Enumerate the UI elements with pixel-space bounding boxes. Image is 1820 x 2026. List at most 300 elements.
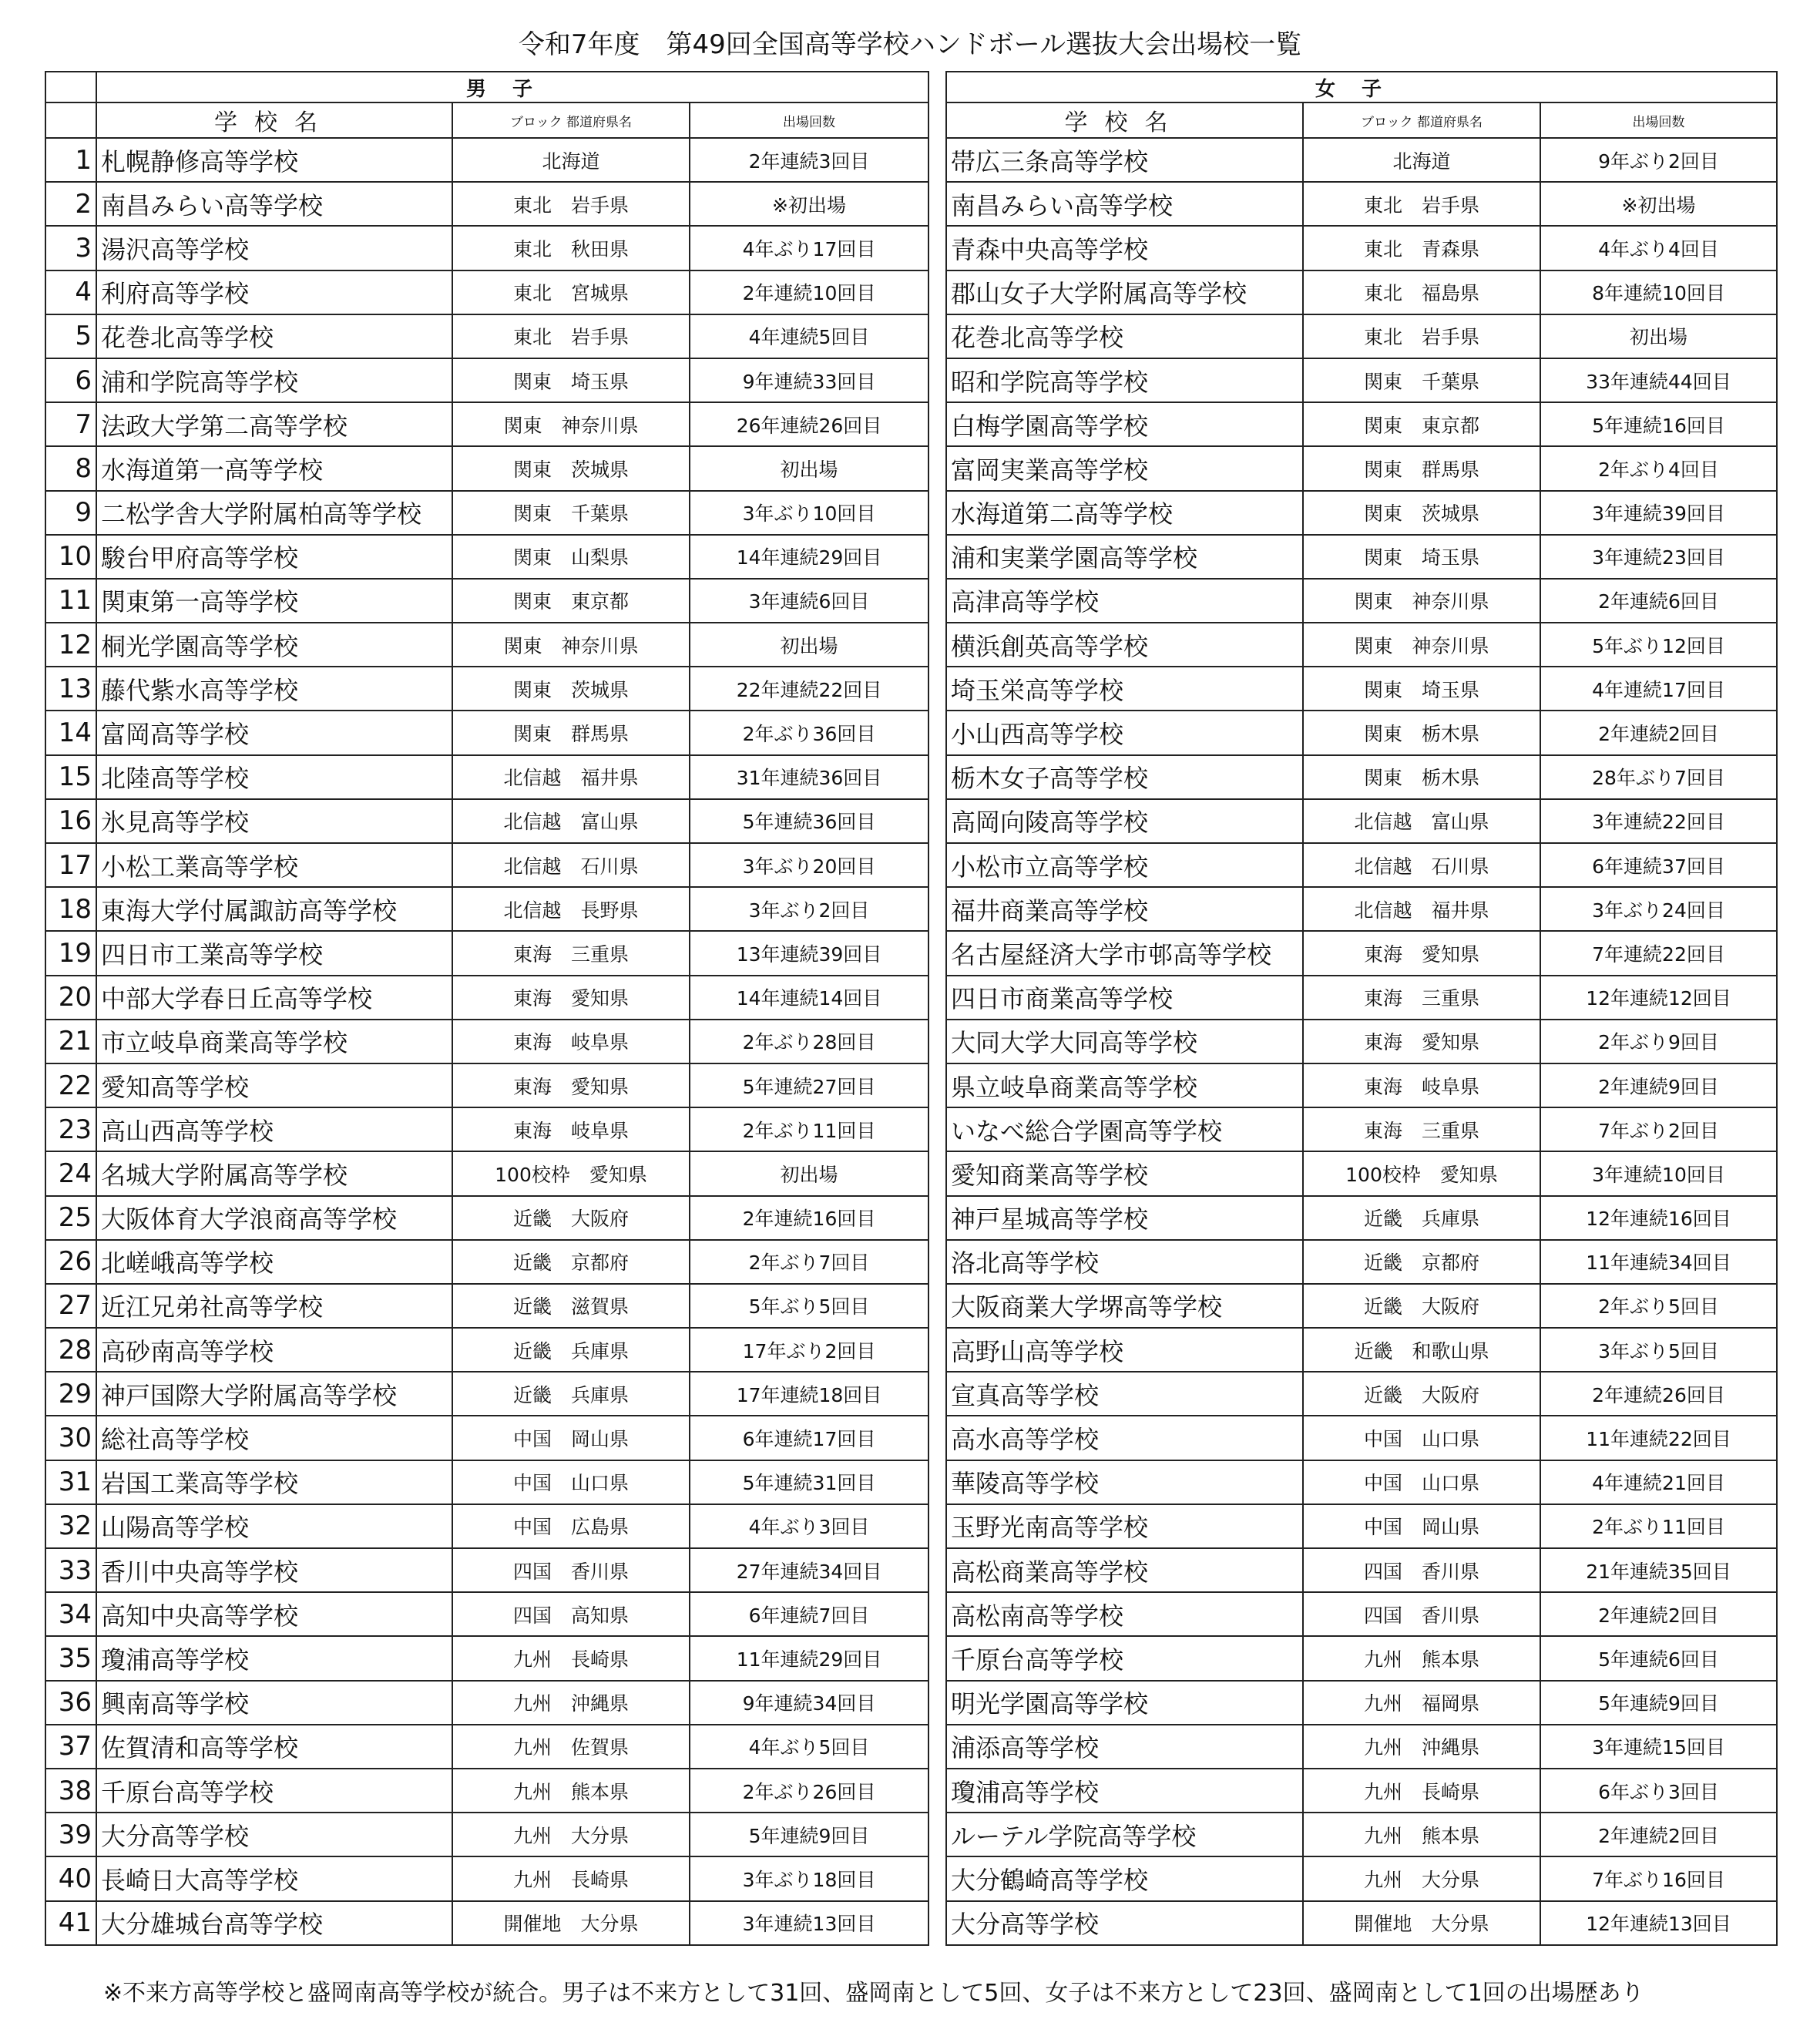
- table-row: [45, 1856, 928, 1900]
- table-row: [946, 358, 1777, 402]
- appearance-count: 2年ぶり5回目: [1540, 1284, 1777, 1328]
- appearance-count: 6年連続17回目: [690, 1416, 928, 1460]
- table-row: [45, 182, 928, 226]
- region-prefecture: 開催地 大分県: [1303, 1901, 1540, 1945]
- appearance-count: 11年連続29回目: [690, 1636, 928, 1680]
- region-prefecture: 中国 山口県: [1303, 1416, 1540, 1460]
- row-number: 39: [45, 1813, 96, 1856]
- school-name: 利府高等学校: [96, 270, 452, 314]
- school-name: 市立岐阜商業高等学校: [96, 1020, 452, 1063]
- region-prefecture: 近畿 兵庫県: [1303, 1196, 1540, 1240]
- table-row: [45, 1636, 928, 1680]
- appearance-count: 3年連続13回目: [690, 1901, 928, 1945]
- table-row: [45, 1504, 928, 1548]
- appearance-count: 28年ぶり7回目: [1540, 755, 1777, 799]
- region-prefecture: 関東 栃木県: [1303, 711, 1540, 754]
- appearance-count: 21年連続35回目: [1540, 1548, 1777, 1592]
- row-number: 30: [45, 1416, 96, 1460]
- school-name: 高岡向陵高等学校: [946, 799, 1303, 843]
- table-row: [946, 667, 1777, 711]
- appearance-count: 3年ぶり2回目: [690, 887, 928, 931]
- region-prefecture: 近畿 大阪府: [1303, 1372, 1540, 1416]
- region-prefecture: 近畿 滋賀県: [452, 1284, 690, 1328]
- boys-appearances-header: 出場回数: [690, 102, 928, 138]
- school-name: 二松学舎大学附属柏高等学校: [96, 491, 452, 535]
- region-prefecture: 北信越 石川県: [1303, 843, 1540, 887]
- table-row: [946, 1901, 1777, 1945]
- school-name: 興南高等学校: [96, 1681, 452, 1725]
- appearance-count: 17年連続18回目: [690, 1372, 928, 1416]
- row-number: 41: [45, 1901, 96, 1945]
- region-prefecture: 中国 岡山県: [1303, 1504, 1540, 1548]
- region-prefecture: 関東 千葉県: [1303, 358, 1540, 402]
- school-name: 大分高等学校: [946, 1901, 1303, 1945]
- school-name: 明光学園高等学校: [946, 1681, 1303, 1725]
- boys-school-name-header: 学校名: [96, 102, 452, 138]
- region-prefecture: 東海 三重県: [1303, 1107, 1540, 1151]
- region-prefecture: 九州 福岡県: [1303, 1681, 1540, 1725]
- table-row: [45, 1151, 928, 1195]
- table-row: [45, 1681, 928, 1725]
- school-name: 大分鶴崎高等学校: [946, 1856, 1303, 1900]
- region-prefecture: 開催地 大分県: [452, 1901, 690, 1945]
- appearance-count: 13年連続39回目: [690, 931, 928, 975]
- table-row: [946, 755, 1777, 799]
- appearance-count: 27年連続34回目: [690, 1548, 928, 1592]
- table-row: [45, 1284, 928, 1328]
- appearance-count: 初出場: [1540, 314, 1777, 358]
- appearance-count: 6年連続7回目: [690, 1592, 928, 1636]
- appearance-count: 2年ぶり11回目: [1540, 1504, 1777, 1548]
- appearance-count: 14年連続29回目: [690, 535, 928, 579]
- school-name: 花巻北高等学校: [946, 314, 1303, 358]
- school-name: いなべ総合学園高等学校: [946, 1107, 1303, 1151]
- region-prefecture: 四国 香川県: [1303, 1548, 1540, 1592]
- table-row: [946, 931, 1777, 975]
- table-row: [45, 138, 928, 182]
- region-prefecture: 九州 大分県: [1303, 1856, 1540, 1900]
- appearance-count: 5年ぶり12回目: [1540, 623, 1777, 667]
- school-name: 高野山高等学校: [946, 1328, 1303, 1372]
- table-row: [946, 843, 1777, 887]
- region-prefecture: 東北 青森県: [1303, 226, 1540, 270]
- school-name: 栃木女子高等学校: [946, 755, 1303, 799]
- appearance-count: 2年連続9回目: [1540, 1063, 1777, 1107]
- school-name: 青森中央高等学校: [946, 226, 1303, 270]
- row-number: 36: [45, 1681, 96, 1725]
- region-prefecture: 北海道: [452, 138, 690, 182]
- girls-appearances-header: 出場回数: [1540, 102, 1777, 138]
- region-prefecture: 東海 愛知県: [452, 976, 690, 1020]
- school-name: 瓊浦高等学校: [96, 1636, 452, 1680]
- region-prefecture: 近畿 京都府: [1303, 1240, 1540, 1284]
- region-prefecture: 近畿 兵庫県: [452, 1372, 690, 1416]
- appearance-count: 12年連続13回目: [1540, 1901, 1777, 1945]
- region-prefecture: 九州 佐賀県: [452, 1725, 690, 1769]
- row-number: 28: [45, 1328, 96, 1372]
- appearance-count: 12年連続16回目: [1540, 1196, 1777, 1240]
- region-prefecture: 四国 香川県: [1303, 1592, 1540, 1636]
- school-name: 瓊浦高等学校: [946, 1769, 1303, 1813]
- school-name: 藤代紫水高等学校: [96, 667, 452, 711]
- table-row: [45, 1107, 928, 1151]
- table-row: [946, 1769, 1777, 1813]
- table-row: [45, 358, 928, 402]
- row-number: 22: [45, 1063, 96, 1107]
- table-row: [45, 579, 928, 623]
- appearance-count: 22年連続22回目: [690, 667, 928, 711]
- region-prefecture: 中国 山口県: [452, 1460, 690, 1504]
- appearance-count: 2年ぶり28回目: [690, 1020, 928, 1063]
- school-name: 小山西高等学校: [946, 711, 1303, 754]
- table-row: [946, 623, 1777, 667]
- school-name: 水海道第二高等学校: [946, 491, 1303, 535]
- region-prefecture: 近畿 大阪府: [1303, 1284, 1540, 1328]
- region-prefecture: 近畿 和歌山県: [1303, 1328, 1540, 1372]
- appearance-count: 7年連続22回目: [1540, 931, 1777, 975]
- appearance-count: 3年連続6回目: [690, 579, 928, 623]
- appearance-count: 11年連続34回目: [1540, 1240, 1777, 1284]
- region-prefecture: 九州 熊本県: [1303, 1636, 1540, 1680]
- girls-school-name-header: 学校名: [946, 102, 1303, 138]
- school-name: 氷見高等学校: [96, 799, 452, 843]
- school-name: 大同大学大同高等学校: [946, 1020, 1303, 1063]
- region-prefecture: 東海 愛知県: [1303, 1020, 1540, 1063]
- boys-table: [45, 71, 929, 1946]
- school-name: 高山西高等学校: [96, 1107, 452, 1151]
- region-prefecture: 東北 秋田県: [452, 226, 690, 270]
- school-name: 高松商業高等学校: [946, 1548, 1303, 1592]
- school-name: 神戸星城高等学校: [946, 1196, 1303, 1240]
- school-name: 大阪商業大学堺高等学校: [946, 1284, 1303, 1328]
- table-row: [946, 1240, 1777, 1284]
- region-prefecture: 関東 群馬県: [1303, 446, 1540, 490]
- table-row: [946, 579, 1777, 623]
- appearance-count: ※初出場: [1540, 182, 1777, 226]
- region-prefecture: 東海 三重県: [452, 931, 690, 975]
- appearance-count: 2年連続3回目: [690, 138, 928, 182]
- region-prefecture: 東北 岩手県: [452, 314, 690, 358]
- school-name: 札幌静修高等学校: [96, 138, 452, 182]
- school-name: 関東第一高等学校: [96, 579, 452, 623]
- region-prefecture: 関東 群馬県: [452, 711, 690, 754]
- school-name: 愛知高等学校: [96, 1063, 452, 1107]
- school-name: 愛知商業高等学校: [946, 1151, 1303, 1195]
- school-name: 小松工業高等学校: [96, 843, 452, 887]
- region-prefecture: 中国 山口県: [1303, 1460, 1540, 1504]
- table-row: [946, 1504, 1777, 1548]
- appearance-count: 12年連続12回目: [1540, 976, 1777, 1020]
- row-number: 21: [45, 1020, 96, 1063]
- appearance-count: 5年連続9回目: [1540, 1681, 1777, 1725]
- school-name: 東海大学付属諏訪高等学校: [96, 887, 452, 931]
- row-number: 38: [45, 1769, 96, 1813]
- table-row: [946, 1416, 1777, 1460]
- region-prefecture: 九州 大分県: [452, 1813, 690, 1856]
- table-row: [45, 755, 928, 799]
- region-prefecture: 東北 岩手県: [452, 182, 690, 226]
- school-name: 北嵯峨高等学校: [96, 1240, 452, 1284]
- row-number: 18: [45, 887, 96, 931]
- table-row: [45, 1020, 928, 1063]
- table-row: [45, 491, 928, 535]
- region-prefecture: 関東 神奈川県: [452, 402, 690, 446]
- appearance-count: 2年ぶり7回目: [690, 1240, 928, 1284]
- row-number: 5: [45, 314, 96, 358]
- row-number: 2: [45, 182, 96, 226]
- region-prefecture: 九州 熊本県: [452, 1769, 690, 1813]
- school-name: 大阪体育大学浪商高等学校: [96, 1196, 452, 1240]
- school-name: 高砂南高等学校: [96, 1328, 452, 1372]
- table-row: [45, 1063, 928, 1107]
- region-prefecture: 北信越 福井県: [452, 755, 690, 799]
- table-row: [45, 1813, 928, 1856]
- table-row: [946, 1725, 1777, 1769]
- school-name: 埼玉栄高等学校: [946, 667, 1303, 711]
- appearance-count: 3年連続22回目: [1540, 799, 1777, 843]
- school-name: 高松南高等学校: [946, 1592, 1303, 1636]
- table-row: [946, 1681, 1777, 1725]
- table-row: [45, 402, 928, 446]
- appearance-count: 2年連続26回目: [1540, 1372, 1777, 1416]
- appearance-count: 3年ぶり18回目: [690, 1856, 928, 1900]
- region-prefecture: 東北 岩手県: [1303, 182, 1540, 226]
- table-row: [946, 1856, 1777, 1900]
- table-row: [946, 1636, 1777, 1680]
- region-prefecture: 北信越 富山県: [1303, 799, 1540, 843]
- table-row: [946, 799, 1777, 843]
- table-row: [45, 1416, 928, 1460]
- table-row: [946, 1063, 1777, 1107]
- school-name: 長崎日大高等学校: [96, 1856, 452, 1900]
- school-name: 福井商業高等学校: [946, 887, 1303, 931]
- table-row: [946, 1460, 1777, 1504]
- table-row: [946, 1107, 1777, 1151]
- appearance-count: 2年連続16回目: [690, 1196, 928, 1240]
- table-row: [45, 314, 928, 358]
- row-number: 23: [45, 1107, 96, 1151]
- table-row: [946, 1813, 1777, 1856]
- school-name: 小松市立高等学校: [946, 843, 1303, 887]
- region-prefecture: 関東 山梨県: [452, 535, 690, 579]
- table-row: [946, 446, 1777, 490]
- row-number: 11: [45, 579, 96, 623]
- table-row: [45, 1769, 928, 1813]
- school-name: 白梅学園高等学校: [946, 402, 1303, 446]
- appearance-count: 5年連続27回目: [690, 1063, 928, 1107]
- appearance-count: 初出場: [690, 623, 928, 667]
- row-number: 4: [45, 270, 96, 314]
- region-prefecture: 関東 千葉県: [452, 491, 690, 535]
- appearance-count: 3年ぶり20回目: [690, 843, 928, 887]
- school-name: 山陽高等学校: [96, 1504, 452, 1548]
- school-name: 高水高等学校: [946, 1416, 1303, 1460]
- row-number: 34: [45, 1592, 96, 1636]
- row-number: 1: [45, 138, 96, 182]
- school-name: 南昌みらい高等学校: [946, 182, 1303, 226]
- appearance-count: 11年連続22回目: [1540, 1416, 1777, 1460]
- school-name: 花巻北高等学校: [96, 314, 452, 358]
- appearance-count: 2年連続2回目: [1540, 711, 1777, 754]
- region-prefecture: 近畿 大阪府: [452, 1196, 690, 1240]
- row-number: 17: [45, 843, 96, 887]
- region-prefecture: 100校枠 愛知県: [1303, 1151, 1540, 1195]
- region-prefecture: 関東 茨城県: [1303, 491, 1540, 535]
- appearance-count: 4年ぶり17回目: [690, 226, 928, 270]
- row-number: 24: [45, 1151, 96, 1195]
- school-name: 富岡高等学校: [96, 711, 452, 754]
- region-prefecture: 関東 茨城県: [452, 667, 690, 711]
- appearance-count: 3年ぶり10回目: [690, 491, 928, 535]
- region-prefecture: 東海 愛知県: [452, 1063, 690, 1107]
- school-name: 近江兄弟社高等学校: [96, 1284, 452, 1328]
- table-row: [946, 402, 1777, 446]
- appearance-count: 31年連続36回目: [690, 755, 928, 799]
- school-name: 四日市商業高等学校: [946, 976, 1303, 1020]
- table-row: [45, 799, 928, 843]
- table-row: [45, 843, 928, 887]
- school-name: 玉野光南高等学校: [946, 1504, 1303, 1548]
- row-number: 19: [45, 931, 96, 975]
- table-row: [946, 1592, 1777, 1636]
- table-row: [45, 1901, 928, 1945]
- appearance-count: 26年連続26回目: [690, 402, 928, 446]
- school-name: 大分雄城台高等学校: [96, 1901, 452, 1945]
- table-row: [946, 226, 1777, 270]
- table-row: [45, 1548, 928, 1592]
- region-prefecture: 九州 長崎県: [1303, 1769, 1540, 1813]
- appearance-count: 4年ぶり3回目: [690, 1504, 928, 1548]
- region-prefecture: 東海 愛知県: [1303, 931, 1540, 975]
- school-name: 大分高等学校: [96, 1813, 452, 1856]
- school-name: 中部大学春日丘高等学校: [96, 976, 452, 1020]
- appearance-count: ※初出場: [690, 182, 928, 226]
- region-prefecture: 九州 沖縄県: [1303, 1725, 1540, 1769]
- appearance-count: 5年ぶり5回目: [690, 1284, 928, 1328]
- table-row: [45, 1372, 928, 1416]
- row-number: 10: [45, 535, 96, 579]
- region-prefecture: 九州 長崎県: [452, 1856, 690, 1900]
- row-number: 29: [45, 1372, 96, 1416]
- region-prefecture: 関東 東京都: [1303, 402, 1540, 446]
- school-name: 神戸国際大学附属高等学校: [96, 1372, 452, 1416]
- region-prefecture: 関東 栃木県: [1303, 755, 1540, 799]
- table-row: [45, 931, 928, 975]
- appearance-count: 2年ぶり4回目: [1540, 446, 1777, 490]
- school-name: 帯広三条高等学校: [946, 138, 1303, 182]
- appearance-count: 2年連続2回目: [1540, 1813, 1777, 1856]
- table-row: [946, 1151, 1777, 1195]
- boys-number-header-blank: [45, 72, 96, 102]
- school-name: 浦添高等学校: [946, 1725, 1303, 1769]
- region-prefecture: 東海 三重県: [1303, 976, 1540, 1020]
- region-prefecture: 九州 熊本県: [1303, 1813, 1540, 1856]
- row-number: 27: [45, 1284, 96, 1328]
- school-name: 南昌みらい高等学校: [96, 182, 452, 226]
- appearance-count: 3年連続10回目: [1540, 1151, 1777, 1195]
- footnote: ※不来方高等学校と盛岡南高等学校が統合。男子は不来方として31回、盛岡南として5回、女子は不来方として23回、盛岡南として1回の出場歴あり: [103, 1980, 1644, 2007]
- table-row: [45, 1725, 928, 1769]
- region-prefecture: 北信越 石川県: [452, 843, 690, 887]
- region-prefecture: 関東 神奈川県: [1303, 579, 1540, 623]
- appearance-count: 4年連続17回目: [1540, 667, 1777, 711]
- girls-table: [945, 71, 1778, 1946]
- appearance-count: 2年ぶり36回目: [690, 711, 928, 754]
- table-row: [946, 182, 1777, 226]
- school-name: ルーテル学院高等学校: [946, 1813, 1303, 1856]
- school-name: 総社高等学校: [96, 1416, 452, 1460]
- appearance-count: 9年連続33回目: [690, 358, 928, 402]
- table-row: [45, 1196, 928, 1240]
- region-prefecture: 関東 茨城県: [452, 446, 690, 490]
- table-row: [946, 270, 1777, 314]
- table-row: [45, 623, 928, 667]
- appearance-count: 5年連続36回目: [690, 799, 928, 843]
- school-name: 郡山女子大学附属高等学校: [946, 270, 1303, 314]
- region-prefecture: 四国 高知県: [452, 1592, 690, 1636]
- table-row: [45, 1240, 928, 1284]
- table-row: [946, 1548, 1777, 1592]
- row-number: 35: [45, 1636, 96, 1680]
- region-prefecture: 中国 岡山県: [452, 1416, 690, 1460]
- row-number: 9: [45, 491, 96, 535]
- appearance-count: 4年連続5回目: [690, 314, 928, 358]
- region-prefecture: 東北 岩手県: [1303, 314, 1540, 358]
- school-name: 華陵高等学校: [946, 1460, 1303, 1504]
- appearance-count: 5年連続31回目: [690, 1460, 928, 1504]
- table-row: [45, 976, 928, 1020]
- table-row: [45, 270, 928, 314]
- table-row: [45, 226, 928, 270]
- region-prefecture: 四国 香川県: [452, 1548, 690, 1592]
- row-number: 31: [45, 1460, 96, 1504]
- region-prefecture: 北信越 福井県: [1303, 887, 1540, 931]
- region-prefecture: 九州 沖縄県: [452, 1681, 690, 1725]
- appearance-count: 14年連続14回目: [690, 976, 928, 1020]
- table-row: [946, 1284, 1777, 1328]
- table-row: [946, 1020, 1777, 1063]
- region-prefecture: 北信越 富山県: [452, 799, 690, 843]
- region-prefecture: 北信越 長野県: [452, 887, 690, 931]
- school-name: 浦和学院高等学校: [96, 358, 452, 402]
- row-number: 13: [45, 667, 96, 711]
- school-name: 洛北高等学校: [946, 1240, 1303, 1284]
- school-name: 佐賀清和高等学校: [96, 1725, 452, 1769]
- appearance-count: 8年連続10回目: [1540, 270, 1777, 314]
- region-prefecture: 近畿 兵庫県: [452, 1328, 690, 1372]
- school-name: 高津高等学校: [946, 579, 1303, 623]
- region-prefecture: 東海 岐阜県: [452, 1107, 690, 1151]
- row-number: 32: [45, 1504, 96, 1548]
- table-row: [946, 535, 1777, 579]
- boys-table-body: [45, 138, 928, 1945]
- appearance-count: 17年ぶり2回目: [690, 1328, 928, 1372]
- table-row: [45, 446, 928, 490]
- region-prefecture: 九州 長崎県: [452, 1636, 690, 1680]
- row-number: 33: [45, 1548, 96, 1592]
- appearance-count: 2年ぶり26回目: [690, 1769, 928, 1813]
- appearance-count: 9年ぶり2回目: [1540, 138, 1777, 182]
- row-number: 7: [45, 402, 96, 446]
- appearance-count: 6年ぶり3回目: [1540, 1769, 1777, 1813]
- table-row: [946, 1196, 1777, 1240]
- school-name: 岩国工業高等学校: [96, 1460, 452, 1504]
- appearance-count: 9年連続34回目: [690, 1681, 928, 1725]
- appearance-count: 初出場: [690, 1151, 928, 1195]
- girls-region-pref-header: ブロック 都道府県名: [1303, 102, 1540, 138]
- table-row: [946, 1328, 1777, 1372]
- row-number: 25: [45, 1196, 96, 1240]
